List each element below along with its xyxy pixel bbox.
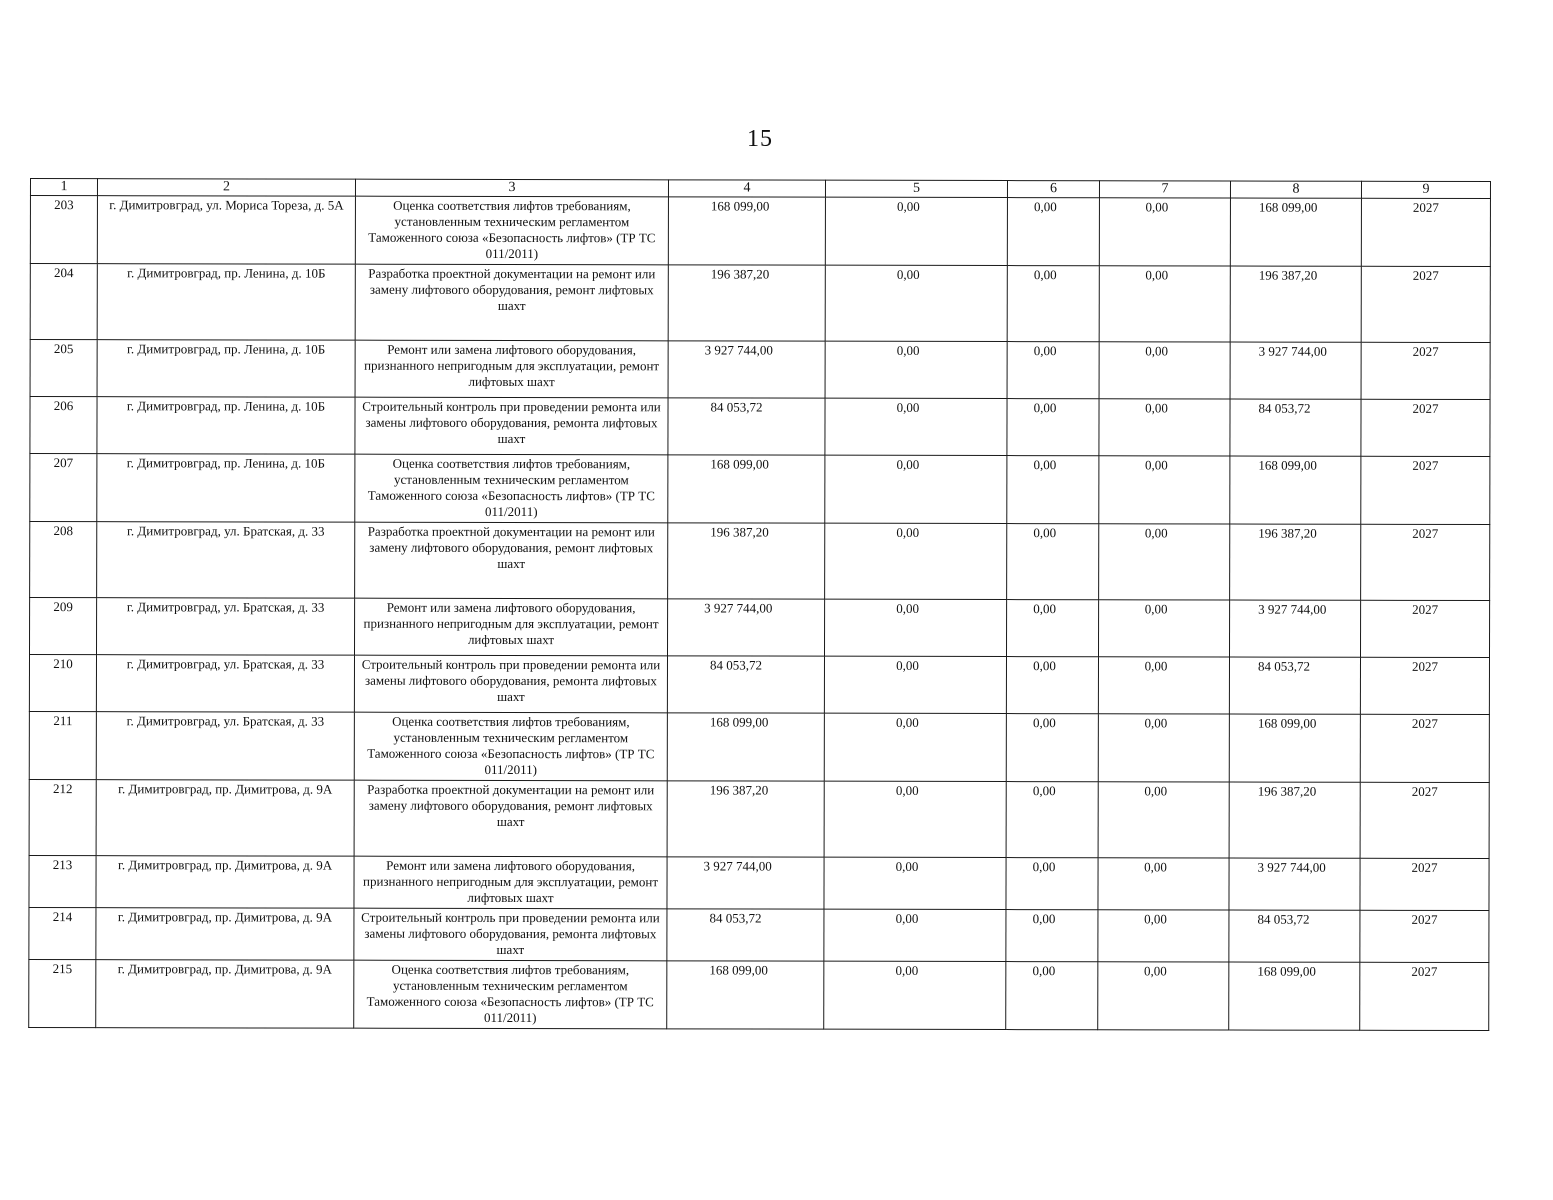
address-cell: г. Димитровград, пр. Димитрова, д. 9А: [96, 908, 354, 961]
year-cell: 2027: [1360, 714, 1489, 782]
work-type-cell: Строительный контроль при проведении ремонта или замены лифтового оборудования, ремонта лифтовых шахт: [355, 397, 668, 455]
program-table-container: [28, 178, 1490, 1031]
column-header: 6: [1007, 181, 1099, 198]
work-type-cell: Разработка проектной документации на ремонт или замену лифтового оборудования, ремонт лифтовых шахт: [355, 522, 668, 599]
column-header: 8: [1230, 181, 1361, 198]
work-type-cell: Ремонт или замена лифтового оборудования, признанного непригодным для эксплуатации, ремонт лифтовых шахт: [355, 340, 668, 398]
table-row: [30, 598, 1490, 658]
work-type-cell: Оценка соответствия лифтов требованиям, установленным техническим регламентом Таможенного союза «Безопасность лифтов» (ТР ТС 011/2011): [355, 196, 668, 265]
row-number: 204: [30, 264, 97, 340]
col8-value: 84 053,72: [1229, 657, 1360, 714]
col5-value: 0,00: [825, 599, 1007, 656]
col4-value: 3 927 744,00: [667, 857, 824, 909]
address-cell: г. Димитровград, ул. Братская, д. 33: [97, 598, 355, 656]
column-header: 4: [668, 180, 825, 197]
address-cell: г. Димитровград, пр. Ленина, д. 10Б: [97, 340, 355, 398]
table-row: [30, 264, 1490, 343]
work-type-cell: Строительный контроль при проведении ремонта или замены лифтового оборудования, ремонта лифтовых шахт: [354, 655, 667, 713]
table-row: [30, 196, 1490, 267]
col4-value: 168 099,00: [668, 197, 825, 265]
col6-value: 0,00: [1006, 600, 1098, 657]
year-cell: 2027: [1360, 962, 1489, 1030]
col4-value: 84 053,72: [667, 656, 824, 713]
column-header: 1: [30, 179, 97, 196]
col8-value: 168 099,00: [1230, 198, 1361, 266]
col6-value: 0,00: [1007, 524, 1099, 600]
work-type-cell: Оценка соответствия лифтов требованиям, установленным техническим регламентом Таможенного союза «Безопасность лифтов» (ТР ТС 011/2011): [354, 712, 667, 781]
col8-value: 168 099,00: [1230, 456, 1361, 524]
col4-value: 84 053,72: [668, 398, 825, 455]
row-number: 205: [30, 340, 97, 397]
row-number: 209: [30, 598, 97, 655]
row-number: 206: [30, 397, 97, 454]
col6-value: 0,00: [1006, 714, 1098, 782]
col5-value: 0,00: [824, 713, 1006, 781]
col6-value: 0,00: [1007, 198, 1099, 266]
address-cell: г. Димитровград, ул. Братская, д. 33: [96, 712, 354, 781]
col4-value: 196 387,20: [668, 265, 825, 341]
col4-value: 168 099,00: [667, 713, 824, 781]
col4-value: 196 387,20: [668, 523, 825, 599]
work-type-cell: Ремонт или замена лифтового оборудования, признанного непригодным для эксплуатации, ремонт лифтовых шахт: [354, 856, 667, 909]
col5-value: 0,00: [824, 781, 1006, 857]
col6-value: 0,00: [1006, 858, 1098, 910]
column-header: 7: [1099, 181, 1230, 198]
col7-value: 0,00: [1098, 910, 1229, 962]
col7-value: 0,00: [1099, 456, 1230, 524]
col7-value: 0,00: [1099, 266, 1230, 342]
col5-value: 0,00: [824, 656, 1006, 713]
work-type-cell: Оценка соответствия лифтов требованиям, установленным техническим регламентом Таможенного союза «Безопасность лифтов» (ТР ТС 011/2011): [355, 454, 668, 523]
work-type-cell: Строительный контроль при проведении ремонта или замены лифтового оборудования, ремонта лифтовых шахт: [354, 908, 667, 961]
col7-value: 0,00: [1098, 714, 1229, 782]
col8-value: 3 927 744,00: [1230, 342, 1361, 399]
table-row: [30, 522, 1490, 601]
col7-value: 0,00: [1098, 657, 1229, 714]
col8-value: 84 053,72: [1229, 910, 1360, 962]
year-cell: 2027: [1360, 782, 1489, 858]
year-cell: 2027: [1361, 342, 1490, 399]
col5-value: 0,00: [825, 197, 1007, 265]
col7-value: 0,00: [1099, 342, 1230, 399]
col5-value: 0,00: [824, 857, 1006, 909]
col8-value: 3 927 744,00: [1229, 858, 1360, 910]
row-number: 211: [29, 711, 96, 779]
table-row: [30, 340, 1490, 400]
col8-value: 84 053,72: [1230, 399, 1361, 456]
address-cell: г. Димитровград, ул. Братская, д. 33: [97, 522, 355, 599]
col7-value: 0,00: [1098, 962, 1229, 1030]
table-row: [29, 779, 1489, 858]
col6-value: 0,00: [1007, 266, 1099, 342]
address-cell: г. Димитровград, пр. Ленина, д. 10Б: [97, 454, 355, 523]
address-cell: г. Димитровград, пр. Димитрова, д. 9А: [96, 960, 354, 1029]
row-number: 212: [29, 779, 96, 855]
column-header: 3: [355, 179, 668, 197]
col7-value: 0,00: [1098, 782, 1229, 858]
col4-value: 84 053,72: [667, 909, 824, 961]
col4-value: 196 387,20: [667, 781, 824, 857]
table-row: [29, 711, 1489, 782]
col8-value: 196 387,20: [1229, 782, 1360, 858]
work-type-cell: Оценка соответствия лифтов требованиям, установленным техническим регламентом Таможенного союза «Безопасность лифтов» (ТР ТС 011/2011): [354, 960, 667, 1029]
column-header: 5: [825, 180, 1007, 197]
work-type-cell: Разработка проектной документации на ремонт или замену лифтового оборудования, ремонт лифтовых шахт: [355, 264, 668, 341]
work-type-cell: Ремонт или замена лифтового оборудования, признанного непригодным для эксплуатации, ремонт лифтовых шахт: [355, 598, 668, 656]
col5-value: 0,00: [824, 909, 1006, 961]
col8-value: 196 387,20: [1230, 266, 1361, 342]
col5-value: 0,00: [825, 455, 1007, 523]
year-cell: 2027: [1360, 657, 1489, 714]
address-cell: г. Димитровград, пр. Ленина, д. 10Б: [97, 397, 355, 455]
row-number: 213: [29, 855, 96, 907]
col8-value: 168 099,00: [1229, 714, 1360, 782]
address-cell: г. Димитровград, пр. Димитрова, д. 9А: [96, 856, 354, 909]
col6-value: 0,00: [1007, 399, 1099, 456]
row-number: 215: [29, 959, 96, 1027]
address-cell: г. Димитровград, пр. Ленина, д. 10Б: [97, 264, 355, 341]
address-cell: г. Димитровград, пр. Димитрова, д. 9А: [96, 780, 354, 857]
col4-value: 168 099,00: [667, 961, 824, 1029]
column-header: 2: [97, 179, 355, 197]
col7-value: 0,00: [1099, 524, 1230, 600]
col6-value: 0,00: [1006, 910, 1098, 962]
address-cell: г. Димитровград, ул. Мориса Тореза, д. 5А: [97, 196, 355, 265]
col5-value: 0,00: [825, 523, 1007, 599]
year-cell: 2027: [1361, 198, 1490, 266]
program-table: [28, 178, 1491, 1031]
col4-value: 3 927 744,00: [668, 599, 825, 656]
table-row: [29, 655, 1489, 715]
col7-value: 0,00: [1099, 198, 1230, 266]
col7-value: 0,00: [1098, 858, 1229, 910]
row-number: 214: [29, 907, 96, 959]
col5-value: 0,00: [825, 341, 1007, 398]
year-cell: 2027: [1361, 456, 1490, 524]
col4-value: 168 099,00: [668, 455, 825, 523]
table-body: [29, 196, 1491, 1031]
row-number: 208: [30, 522, 97, 598]
col8-value: 168 099,00: [1229, 962, 1360, 1030]
work-type-cell: Разработка проектной документации на ремонт или замену лифтового оборудования, ремонт лифтовых шахт: [354, 780, 667, 857]
year-cell: 2027: [1361, 524, 1490, 600]
col8-value: 3 927 744,00: [1229, 600, 1360, 657]
col7-value: 0,00: [1098, 600, 1229, 657]
col5-value: 0,00: [824, 961, 1006, 1029]
column-header: 9: [1361, 181, 1490, 198]
col7-value: 0,00: [1099, 399, 1230, 456]
col5-value: 0,00: [825, 265, 1007, 341]
table-row: [29, 855, 1489, 910]
col5-value: 0,00: [825, 398, 1007, 455]
row-number: 210: [29, 655, 96, 712]
year-cell: 2027: [1360, 600, 1489, 657]
address-cell: г. Димитровград, ул. Братская, д. 33: [96, 655, 354, 713]
year-cell: 2027: [1361, 399, 1490, 456]
table-row: [30, 397, 1490, 457]
table-row: [30, 454, 1490, 525]
col6-value: 0,00: [1006, 962, 1098, 1030]
table-row: [29, 959, 1489, 1030]
col6-value: 0,00: [1007, 342, 1099, 399]
col6-value: 0,00: [1006, 657, 1098, 714]
year-cell: 2027: [1361, 266, 1490, 342]
row-number: 207: [30, 454, 97, 522]
table-row: [29, 907, 1489, 962]
year-cell: 2027: [1360, 858, 1489, 910]
year-cell: 2027: [1360, 910, 1489, 962]
col4-value: 3 927 744,00: [668, 341, 825, 398]
col6-value: 0,00: [1006, 782, 1098, 858]
row-number: 203: [30, 196, 97, 264]
col8-value: 196 387,20: [1230, 524, 1361, 600]
page-number: 15: [747, 126, 773, 152]
col6-value: 0,00: [1007, 456, 1099, 524]
